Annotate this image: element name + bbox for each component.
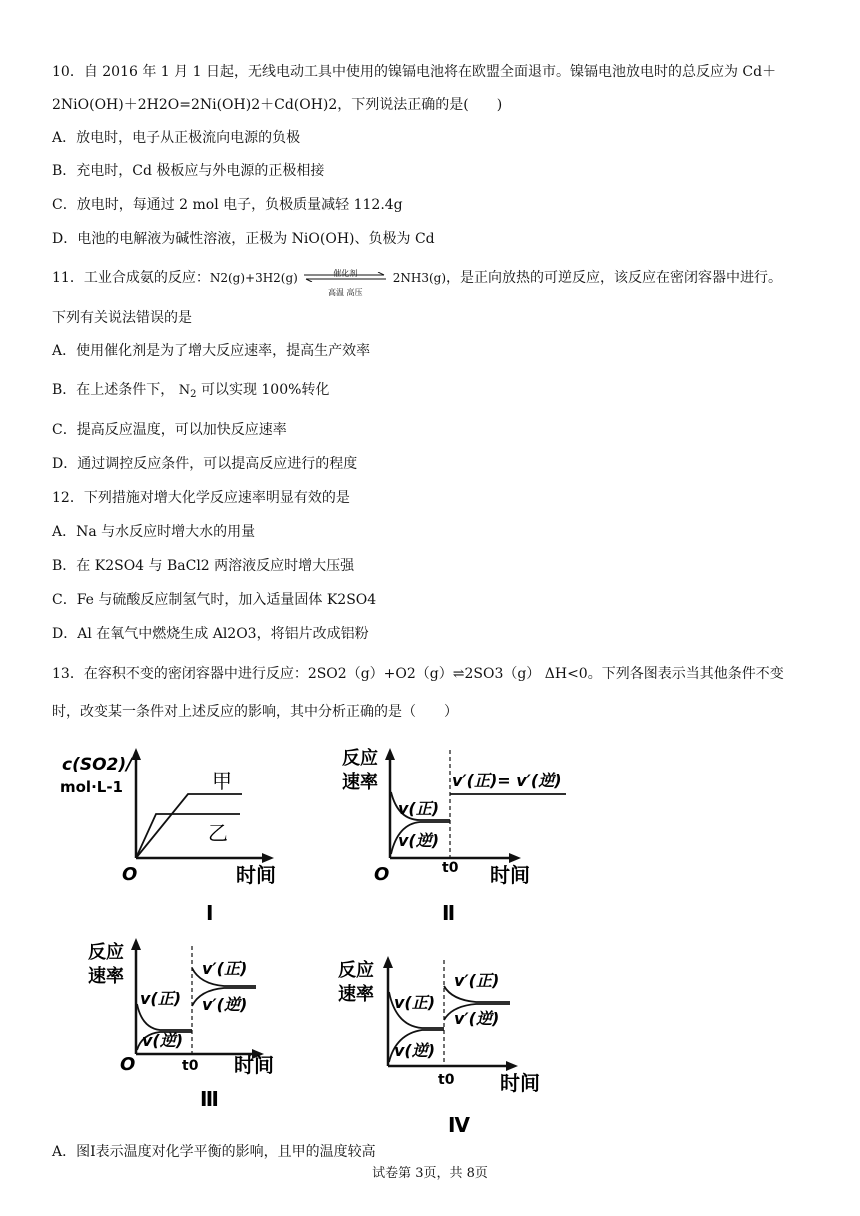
fig3-label-vp-ni: v′(逆) [202, 995, 248, 1014]
q11-option-b [52, 380, 329, 401]
fig4-xlabel: 时间 [500, 1071, 540, 1095]
q12-stem: 12．下列措施对增大化学反应速率明显有效的是 [52, 490, 350, 506]
fig2-caption: Ⅱ [442, 901, 456, 925]
fig1-y-arrow-icon [131, 748, 141, 760]
fig3-t0: t0 [182, 1058, 199, 1074]
q13-stem-line1: 13．在容积不变的密闭容器中进行反应：2SO2（g）+O2（g）⇌2SO3（g） ΔH<0。下列各图表示当其他条件不变 [52, 666, 784, 682]
fig2-label-v-ni: v(逆) [398, 831, 440, 850]
q13-stem-line2: 时，改变某一条件对上述反应的影响，其中分析正确的是（ ） [52, 704, 458, 720]
fig2-t0: t0 [442, 860, 459, 876]
fig1-ylabel-line1: c(SO2)/ [62, 755, 133, 775]
q11-rhs: 2NH3(g) [392, 271, 447, 285]
q11-option-a: A．使用催化剂是为了增大反应速率，提高生产效率 [52, 343, 371, 359]
fig4-label-vp-zheng: v′(正) [454, 971, 500, 990]
q13-option-a: A．图I表示温度对化学平衡的影响，且甲的温度较高 [52, 1144, 376, 1160]
fig3-label-v-ni: v(逆) [142, 1031, 184, 1050]
fig1-label-yi: 乙 [208, 821, 228, 845]
q11-suffix: ，是正向放热的可逆反应，该反应在密闭容器中进行。 [446, 270, 783, 286]
q10-stem-line1: 10．自 2016 年 1 月 1 日起，无线电动工具中使用的镍镉电池将在欧盟全面退市。镍镉电池放电时的总反应为 Cd＋ [52, 64, 777, 80]
page-footer: 试卷第 3页，共 8页 [372, 1166, 488, 1181]
q11-stem-line1 [52, 268, 783, 297]
fig4-label-v-ni: v(逆) [394, 1041, 436, 1060]
fig4-x-arrow-icon [506, 1061, 518, 1071]
conditions-label: 高温 高压 [328, 288, 363, 297]
q11-lhs: N2(g)+3H2(g) [209, 271, 298, 285]
fig3-ylabel-line1: 反应 [88, 942, 124, 963]
fig2-label-v-zheng: v(正) [398, 799, 440, 818]
fig2-xlabel: 时间 [490, 863, 530, 887]
q12-option-b: B．在 K2SO4 与 BaCl2 两溶液反应时增大压强 [52, 558, 355, 574]
figure-2 [338, 742, 578, 928]
fig4-ylabel-line1: 反应 [338, 960, 374, 981]
fig1-label-jia: 甲 [212, 769, 232, 793]
fig3-y-arrow-icon [131, 938, 141, 950]
figure-4 [334, 950, 574, 1140]
q11-stem-line2: 下列有关说法错误的是 [52, 310, 192, 326]
fig2-ylabel-line1: 反应 [342, 748, 378, 769]
fig3-ylabel-line2: 速率 [88, 966, 124, 987]
n2-formula: $N_2$ [178, 383, 197, 400]
fig1-caption: Ⅰ [206, 901, 214, 925]
q11-option-d: D．通过调控反应条件，可以提高反应进行的程度 [52, 456, 358, 472]
fig3-label-vp-zheng: v′(正) [202, 959, 248, 978]
fig2-x-arrow-icon [509, 853, 521, 863]
q11-option-c: C．提高反应温度，可以加快反应速率 [52, 422, 287, 438]
q10-stem-line2: 2NiO(OH)＋2H2O=2Ni(OH)2＋Cd(OH)2，下列说法正确的是( ) [52, 97, 503, 113]
fig4-caption: Ⅳ [448, 1113, 470, 1137]
q10-option-a: A．放电时，电子从正极流向电源的负极 [52, 130, 301, 146]
q10-option-d: D．电池的电解液为碱性溶液，正极为 NiO(OH)、负极为 Cd [52, 231, 435, 247]
q11-prefix: 11．工业合成氨的反应： [52, 270, 210, 286]
fig4-y-arrow-icon [383, 956, 393, 968]
q12-option-c: C．Fe 与硫酸反应制氢气时，加入适量固体 K2SO4 [52, 592, 377, 608]
q10-option-b: B．充电时，Cd 极板应与外电源的正极相接 [52, 163, 325, 179]
q10-option-c: C．放电时，每通过 2 mol 电子，负极质量减轻 112.4g [52, 197, 403, 213]
catalyst-label: 催化剂 [333, 269, 358, 278]
fig4-ylabel-line2: 速率 [338, 984, 374, 1005]
q12-option-d: D．Al 在氧气中燃烧生成 Al2O3，将铝片改成铝粉 [52, 626, 369, 642]
fig2-label-after: v′(正)= v′(逆) [452, 771, 562, 790]
q11-b-prefix: B．在上述条件下， [52, 382, 175, 398]
fig1-ylabel-line2: mol·L-1 [60, 778, 123, 796]
fig2-ylabel-line2: 速率 [342, 772, 378, 793]
fig4-t0: t0 [438, 1072, 455, 1088]
fig2-origin: O [374, 864, 390, 885]
fig1-xlabel: 时间 [236, 863, 276, 887]
fig4-label-v-zheng: v(正) [394, 993, 436, 1012]
figure-3 [84, 930, 324, 1116]
fig3-origin: O [120, 1054, 136, 1075]
fig4-label-vp-ni: v′(逆) [454, 1009, 500, 1028]
fig1-x-arrow-icon [262, 853, 274, 863]
q11-b-suffix: 可以实现 100%转化 [200, 382, 330, 398]
figure-1 [56, 742, 296, 928]
fig3-xlabel: 时间 [234, 1053, 274, 1077]
fig3-caption: Ⅲ [200, 1087, 219, 1111]
q12-option-a: A．Na 与水反应时增大水的用量 [52, 524, 256, 540]
fig2-y-arrow-icon [385, 748, 395, 760]
fig3-label-v-zheng: v(正) [140, 989, 182, 1008]
fig1-origin: O [122, 864, 138, 885]
reversible-arrow-icon [302, 268, 388, 297]
